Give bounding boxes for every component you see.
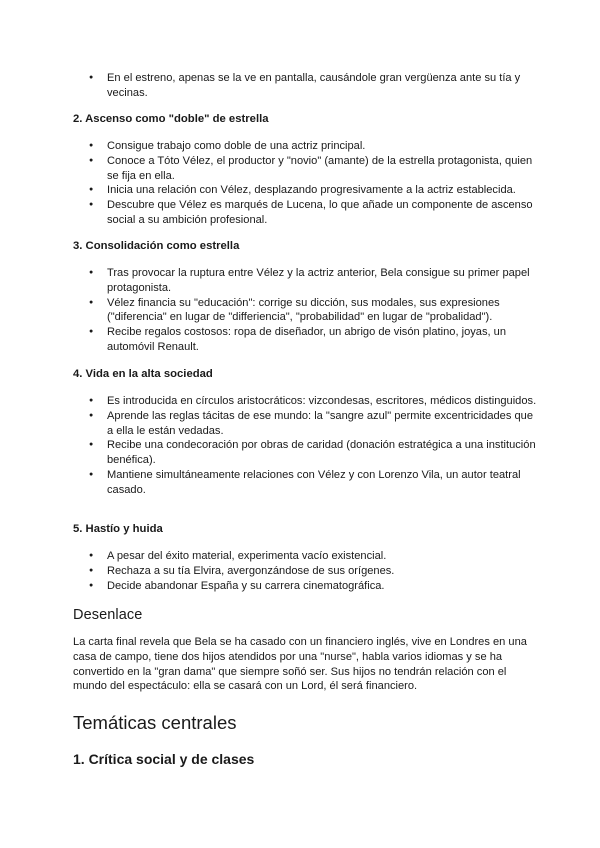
list-item: ● Es introducida en círculos aristocráticos: vizcondesas, escritores, médicos distinguidos. xyxy=(0,394,600,409)
list-item: ● Consigue trabajo como doble de una actriz principal. xyxy=(0,139,600,154)
bullet-list-intro xyxy=(0,71,600,101)
list-item: ● A pesar del éxito material, experimenta vacío existencial. xyxy=(0,549,600,564)
list-item: ● Rechaza a su tía Elvira, avergonzándose de sus orígenes. xyxy=(0,564,600,579)
list-item: ● Recibe una condecoración por obras de caridad (donación estratégica a una institución benéfica). xyxy=(0,438,600,468)
section-heading-ascenso: 2. Ascenso como "doble" de estrella xyxy=(73,113,269,125)
tematicas-subheading: 1. Crítica social y de clases xyxy=(73,751,255,767)
section-heading-consolidacion: 3. Consolidación como estrella xyxy=(73,240,240,252)
bullet-list-consolidacion xyxy=(0,266,600,355)
bullet-list-ascenso xyxy=(0,139,600,228)
list-item: ● Conoce a Tóto Vélez, el productor y "novio" (amante) de la estrella protagonista, quien se fija en ella. xyxy=(0,154,600,184)
desenlace-heading: Desenlace xyxy=(73,607,143,623)
section-heading-alta-sociedad: 4. Vida en la alta sociedad xyxy=(73,368,213,380)
list-item: ● Aprende las reglas tácitas de ese mundo: la "sangre azul" permite excentricidades que a ella le están vedadas. xyxy=(0,409,600,439)
bullet-list-alta-sociedad xyxy=(0,394,600,498)
list-item: ● Tras provocar la ruptura entre Vélez y la actriz anterior, Bela consigue su primer papel protagonista. xyxy=(0,266,600,296)
desenlace-paragraph: La carta final revela que Bela se ha casado con un financiero inglés, vive en Londres en una casa de campo, tiene dos hijos atendidos por una "nurse", habla varios idiomas y se ha convertido en la "gran dama" que siempre soñó ser. Sus hijos no tendrán relación con el mundo del espectáculo: ella se casará con un Lord, él será financiero. xyxy=(73,636,527,693)
list-item: ● Mantiene simultáneamente relaciones con Vélez y con Lorenzo Vila, un autor teatral casado. xyxy=(0,468,600,498)
list-item: ● Descubre que Vélez es marqués de Lucena, lo que añade un componente de ascenso social a su ambición profesional. xyxy=(0,198,600,228)
section-heading-hastio: 5. Hastío y huida xyxy=(73,523,163,535)
list-item: ● Recibe regalos costosos: ropa de diseñador, un abrigo de visón platino, joyas, un automóvil Renault. xyxy=(0,325,600,355)
list-item: ● Decide abandonar España y su carrera cinematográfica. xyxy=(0,579,600,594)
bullet-list-hastio xyxy=(0,549,600,593)
tematicas-heading: Temáticas centrales xyxy=(73,712,237,733)
list-item: ● Vélez financia su "educación": corrige su dicción, sus modales, sus expresiones ("diferencia" en lugar de "differiencia", "probabilidad" en lugar de "probalidad"). xyxy=(0,296,600,326)
list-item: ● En el estreno, apenas se la ve en pantalla, causándole gran vergüenza ante su tía y vecinas. xyxy=(0,71,600,101)
list-item: ● Inicia una relación con Vélez, desplazando progresivamente a la actriz establecida. xyxy=(0,183,600,198)
